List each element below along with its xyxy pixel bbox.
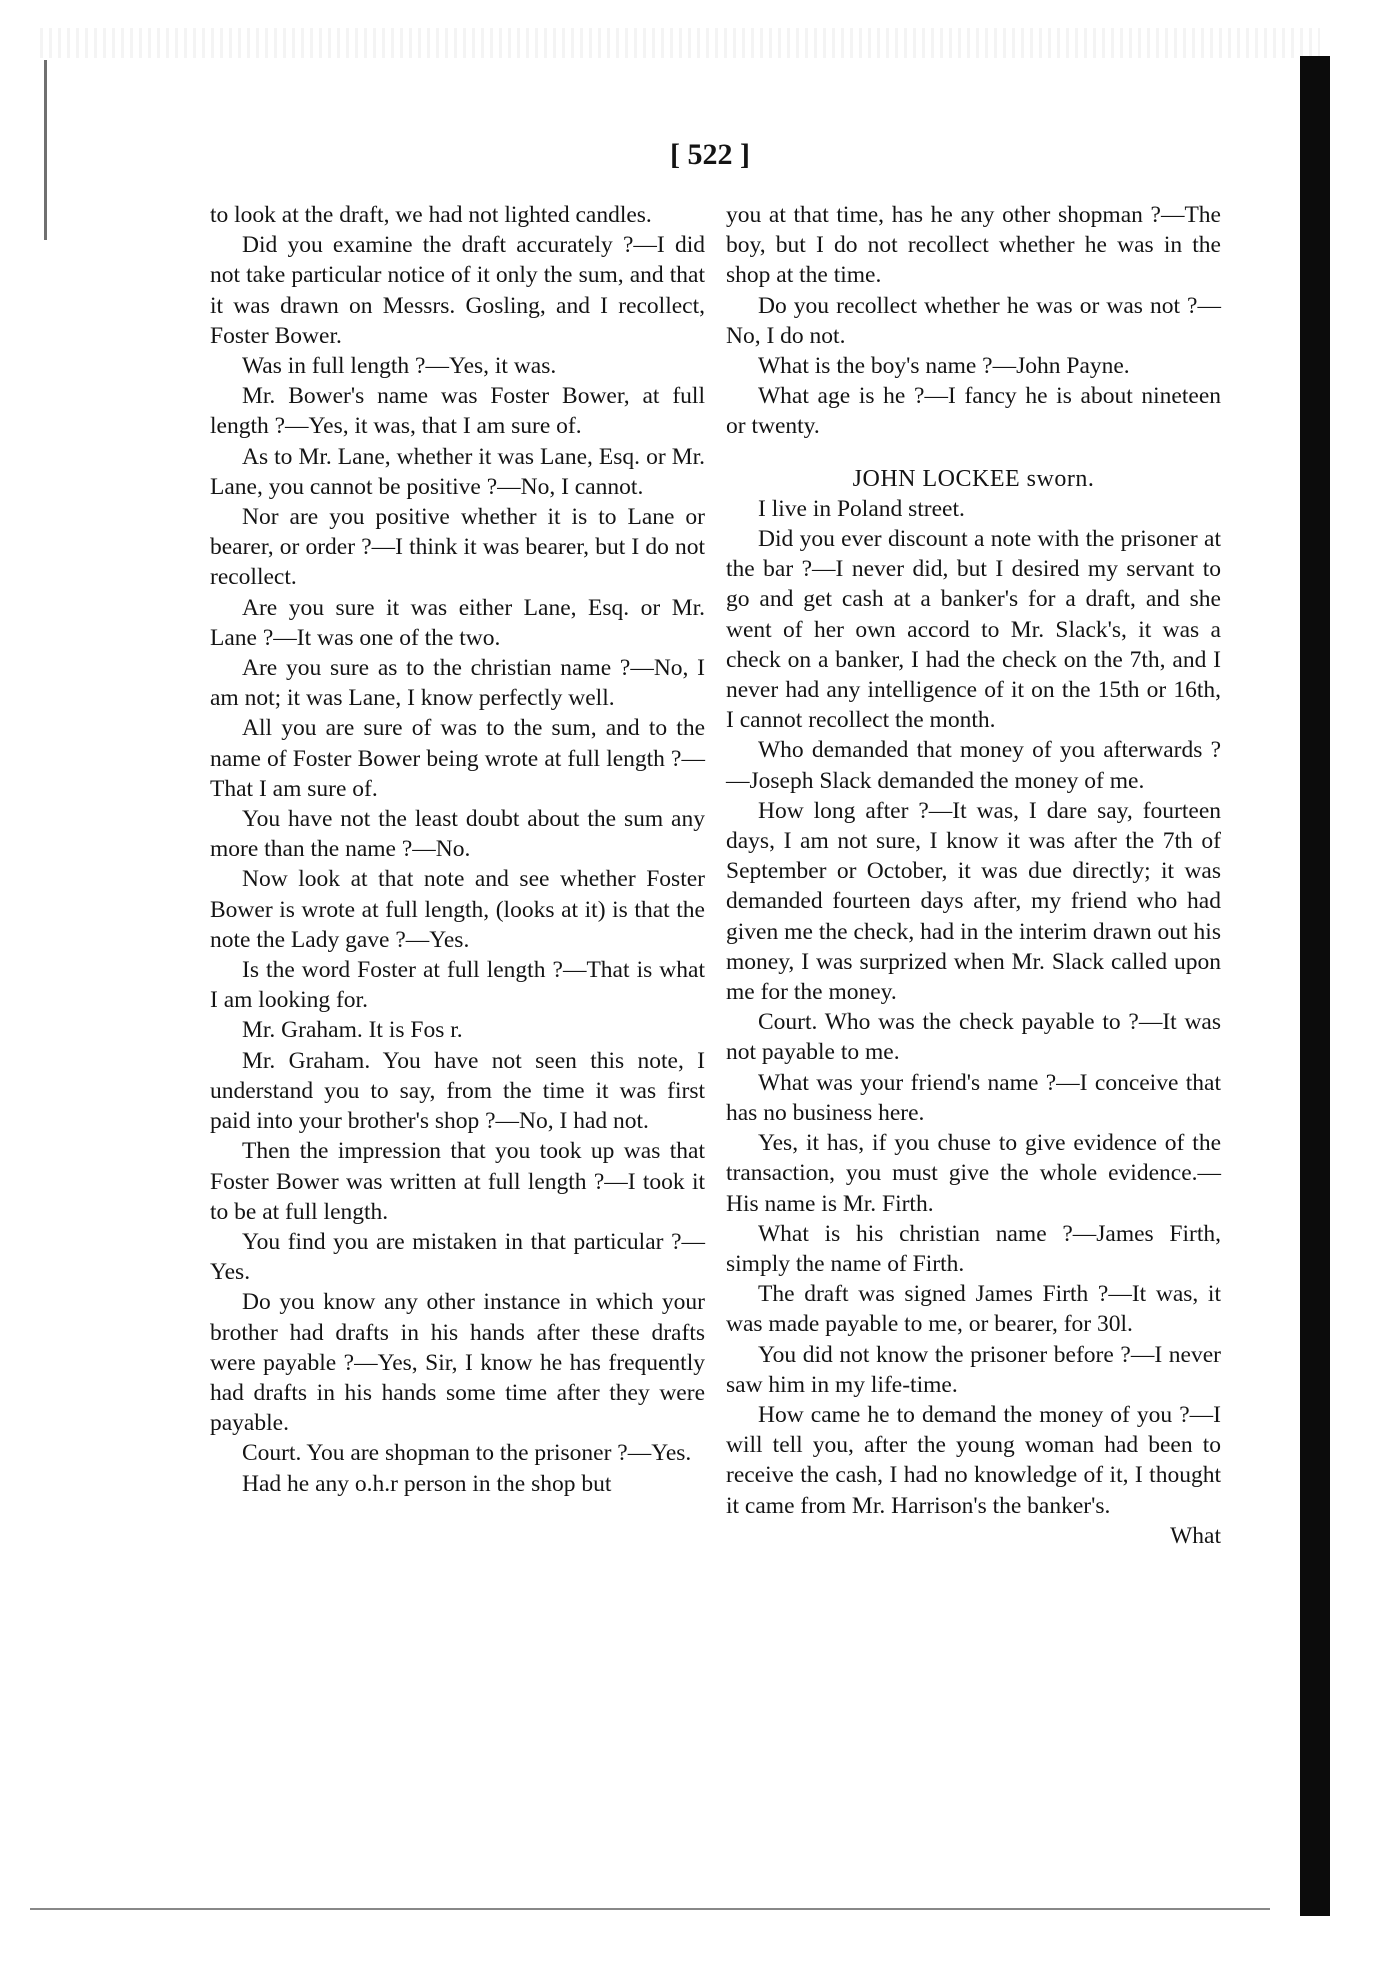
scan-bottom-rule — [30, 1908, 1270, 1910]
paragraph: You find you are mistaken in that particular ?—Yes. — [210, 1228, 705, 1286]
paragraph: Do you recollect whether he was or was not ?—No, I do not. — [726, 292, 1221, 349]
left-column — [210, 200, 705, 1499]
right-column — [726, 200, 1221, 1551]
paragraph-continued: to look at the draft, we had not lighted candles. — [210, 202, 652, 228]
paragraph: I live in Poland street. — [758, 495, 965, 522]
paragraph: What age is he ?—I fancy he is about nineteen or twenty. — [726, 383, 1221, 440]
page-number: [ 522 ] — [670, 138, 750, 171]
paragraph: Then the impression that you took up was that Foster Bower was written at full length ?—I took it to be at full length. — [210, 1138, 705, 1225]
paragraph: Are you sure it was either Lane, Esq. or Mr. Lane ?—It was one of the two. — [210, 594, 705, 651]
paragraph: All you are sure of was to the sum, and to the name of Foster Bower being wrote at full length ?—That I am sure of. — [210, 715, 705, 802]
paragraph: Yes, it has, if you chuse to give evidence of the transaction, you must give the whole evidence.—His name is Mr. Firth. — [726, 1130, 1221, 1217]
paragraph: How came he to demand the money of you ?—I will tell you, after the young woman had been to receive the cash, I had no knowledge of it, I thought it came from Mr. Harrison's the banker's. — [726, 1401, 1221, 1519]
paragraph: Was in full length ?—Yes, it was. — [242, 353, 557, 380]
paragraph: You did not know the prisoner before ?—I never saw him in my life-time. — [726, 1341, 1221, 1398]
paragraph: How long after ?—It was, I dare say, fourteen days, I am not sure, I know it was after the 7th of September or October, it was due directly; it was demanded fourteen days after, my friend who had given me the check, had in the interim drawn out his money, I was surprized when Mr. Slack called upon me for the money. — [726, 797, 1221, 1006]
paragraph: Had he any o.h.r person in the shop but — [242, 1470, 612, 1497]
paragraph: As to Mr. Lane, whether it was Lane, Esq. or Mr. Lane, you cannot be positive ?—No, I cannot. — [210, 443, 705, 500]
paragraph: What was your friend's name ?—I conceive that has no business here. — [726, 1069, 1221, 1126]
scan-binding-edge — [1300, 56, 1330, 1916]
paragraph: Now look at that note and see whether Foster Bower is wrote at full length, (looks at it) is that the note the Lady gave ?—Yes. — [210, 866, 705, 953]
paragraph: Court. You are shopman to the prisoner ?—Yes. — [242, 1440, 692, 1467]
paragraph: Are you sure as to the christian name ?—No, I am not; it was Lane, I know perfectly well. — [210, 655, 705, 712]
paragraph: What is his christian name ?—James Firth, simply the name of Firth. — [726, 1220, 1221, 1277]
scan-noise — [40, 28, 1320, 58]
paragraph: The draft was signed James Firth ?—It was, it was made payable to me, or bearer, for 30l. — [726, 1281, 1221, 1338]
paragraph: What is the boy's name ?—John Payne. — [758, 353, 1130, 380]
paragraph: Mr. Graham. You have not seen this note, I understand you to say, from the time it was first paid into your brother's shop ?—No, I had not. — [210, 1047, 705, 1135]
paragraph: Who demanded that money of you afterwards ?—Joseph Slack demanded the money of me. — [726, 737, 1221, 794]
witness-heading: JOHN LOCKEE sworn. — [852, 465, 1095, 492]
paragraph: Nor are you positive whether it is to Lane or bearer, or order ?—I think it was bearer, but I do not recollect. — [210, 504, 705, 591]
paragraph: Mr. Graham. It is Fos r. — [242, 1017, 463, 1044]
paragraph: Did you examine the draft accurately ?—I did not take particular notice of it only the sum, and that it was drawn on Messrs. Gosling, and I recollect, Foster Bower. — [210, 232, 705, 349]
paragraph: Court. Who was the check payable to ?—It was not payable to me. — [726, 1009, 1221, 1066]
paragraph: Do you know any other instance in which your brother had drafts in his hands after these drafts were payable ?—Yes, Sir, I know he has frequently had drafts in his hands some time after they were payable. — [210, 1289, 705, 1437]
paragraph: Is the word Foster at full length ?—That is what I am looking for. — [210, 957, 705, 1014]
paragraph: Mr. Bower's name was Foster Bower, at full length ?—Yes, it was, that I am sure of. — [210, 383, 705, 440]
paragraph: You have not the least doubt about the sum any more than the name ?—No. — [210, 806, 705, 863]
scan-margin-mark — [44, 60, 47, 240]
catchword: What — [1170, 1522, 1221, 1549]
paragraph: Did you ever discount a note with the prisoner at the bar ?—I never did, but I desired my servant to go and get cash at a banker's for a draft, and she went of her own accord to Mr. Slack's, it was a check on a banker, I had the check on the 7th, and I never had any intelligence of it on the 15th or 16th, I cannot recollect the month. — [726, 526, 1221, 734]
paragraph-continued: you at that time, has he any other shopman ?—The boy, but I do not recollect whether he was in the shop at the time. — [726, 202, 1221, 289]
